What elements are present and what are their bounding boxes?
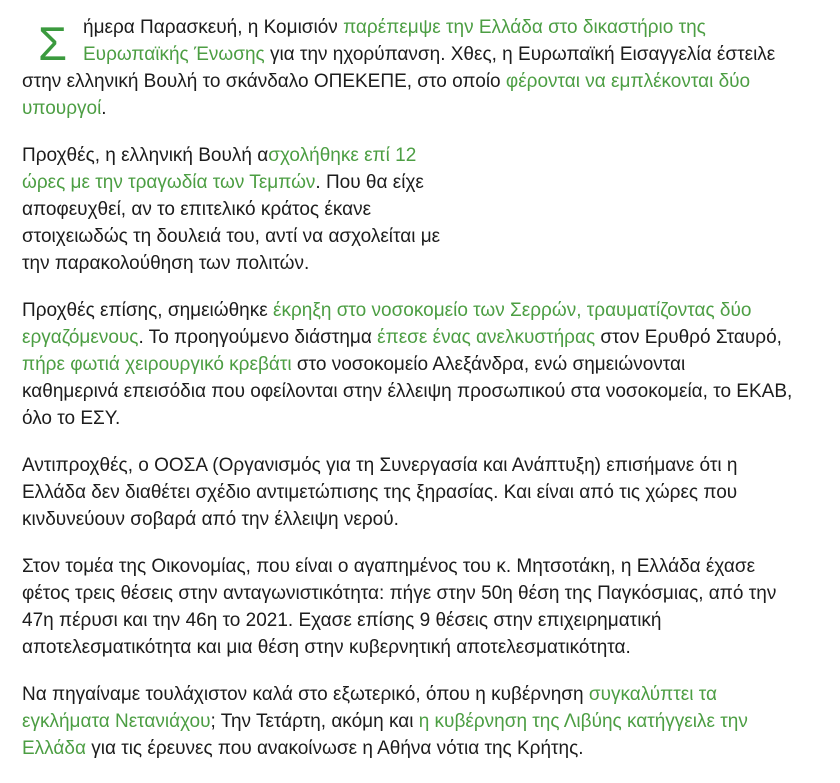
text-segment: για την ηχορύπανση. Χθες, η Ευρωπαϊκή Εισαγγελία έστειλε [264, 44, 776, 65]
text-line [22, 378, 840, 405]
text-segment: Στον τομέα της Οικονομίας, που είναι ο αγαπημένος του κ. Μητσοτάκη, η Ελλάδα έχασε [22, 556, 756, 577]
text-line [22, 681, 840, 708]
text-line [22, 708, 840, 735]
text-line [22, 479, 840, 506]
link-elevator-fall[interactable]: έπεσε ένας ανελκυστήρας [377, 327, 596, 348]
link-libya-complaint[interactable]: Ελλάδα [22, 738, 86, 759]
link-serres-hospital-explosion[interactable]: έκρηξη στο νοσοκομείο των Σερρών, τραυματίζοντας δύο [273, 300, 752, 321]
text-line [22, 41, 840, 68]
paragraph-4 [22, 452, 840, 533]
link-tempi-debate[interactable]: ώρες με την τραγωδία των Τεμπών [22, 172, 316, 193]
text-segment: στην ελληνική Βουλή το σκάνδαλο ΟΠΕΚΕΠΕ, στο οποίο [22, 71, 506, 92]
text-line [22, 607, 840, 634]
text-line [22, 735, 840, 762]
text-line [22, 142, 840, 169]
text-segment: ήμερα Παρασκευή, η Κομισιόν [83, 17, 344, 38]
text-line [22, 169, 840, 196]
link-ministers-implicated[interactable]: φέρονται να εμπλέκονται δύο [505, 71, 751, 92]
text-line [22, 68, 840, 95]
text-segment: καθημερινά επεισόδια που οφείλονται στην έλλειψη προσωπικού στα νοσοκομεία, το ΕΚΑΒ, [22, 381, 793, 402]
text-segment: 47η πέρυσι και την 46η το 2021. Εχασε επίσης 9 θέσεις στην επιχειρηματική [22, 610, 662, 631]
text-segment: . Το προηγούμενο διάστημα [138, 327, 378, 348]
link-commission-court-referral[interactable]: Ευρωπαϊκής Ένωσης [83, 44, 265, 65]
text-segment: . Που θα είχε [315, 172, 424, 193]
text-line [22, 634, 840, 661]
text-segment: στο νοσοκομείο Αλεξάνδρα, ενώ σημειώνονται [291, 354, 686, 375]
link-commission-court-referral[interactable]: παρέπεμψε την Ελλάδα στο δικαστήριο της [343, 17, 706, 38]
text-line [22, 297, 840, 324]
text-segment: στοιχειωδώς τη δουλειά του, αντί να ασχολείται με [22, 226, 441, 247]
text-segment: στον Ερυθρό Σταυρό, [595, 327, 782, 348]
text-segment: κινδυνεύουν σοβαρά από την έλλειψη νερού. [22, 509, 399, 530]
link-serres-hospital-explosion[interactable]: εργαζόμενους [22, 327, 139, 348]
text-line [22, 223, 840, 250]
paragraph-3 [22, 297, 840, 432]
text-segment: την παρακολούθηση των πολιτών. [22, 253, 310, 274]
text-line [22, 580, 840, 607]
text-segment: Προχθές, η ελληνική Βουλή α [22, 145, 269, 166]
text-segment: Ελλάδα δεν διαθέτει σχέδιο αντιμετώπισης της ξηρασίας. Και είναι από τις χώρες που [22, 482, 738, 503]
text-line [22, 405, 840, 432]
link-ministers-implicated[interactable]: υπουργοί [22, 98, 102, 119]
paragraph-6 [22, 681, 840, 762]
text-line [22, 506, 840, 533]
text-line [22, 553, 840, 580]
text-segment: Προχθές επίσης, σημειώθηκε [22, 300, 273, 321]
link-surgical-bed-fire[interactable]: πήρε φωτιά χειρουργικό κρεβάτι [22, 354, 292, 375]
text-line [22, 452, 840, 479]
text-line [22, 250, 840, 277]
text-line [22, 351, 840, 378]
drop-cap: Σ [38, 17, 68, 70]
text-segment: όλο το ΕΣΥ. [22, 408, 121, 429]
text-line [22, 324, 840, 351]
link-netanyahu-cover-up[interactable]: εγκλήματα Νετανιάχου [22, 711, 211, 732]
text-line [22, 196, 840, 223]
text-segment: ; Την Τετάρτη, ακόμη και [210, 711, 419, 732]
text-segment: αποφευχθεί, αν το επιτελικό κράτος έκανε [22, 199, 372, 220]
paragraph-1 [22, 14, 840, 122]
text-line [22, 14, 840, 41]
paragraph-5 [22, 553, 840, 661]
paragraph-2 [22, 142, 840, 277]
link-tempi-debate[interactable]: σχολήθηκε επί 12 [268, 145, 417, 166]
text-segment: . [101, 98, 107, 119]
link-netanyahu-cover-up[interactable]: συγκαλύπτει τα [588, 684, 717, 705]
text-segment: Αντιπροχθές, ο ΟΟΣΑ (Οργανισμός για τη Συνεργασία και Ανάπτυξη) επισήμανε ότι η [22, 455, 738, 476]
text-segment: για τις έρευνες που ανακοίνωσε η Αθήνα νότια της Κρήτης. [85, 738, 584, 759]
text-segment: φέτος τρεις θέσεις στην ανταγωνιστικότητα: πήγε στην 50η θέση της Παγκόσμιας, από την [22, 583, 777, 604]
link-libya-complaint[interactable]: η κυβέρνηση της Λιβύης κατήγγειλε την [418, 711, 748, 732]
text-segment: Να πηγαίναμε τουλάχιστον καλά στο εξωτερικό, όπου η κυβέρνηση [22, 684, 589, 705]
text-segment: αποτελεσματικότητα και μια θέση στην κυβερνητική αποτελεσματικότητα. [22, 637, 631, 658]
text-line [22, 95, 840, 122]
